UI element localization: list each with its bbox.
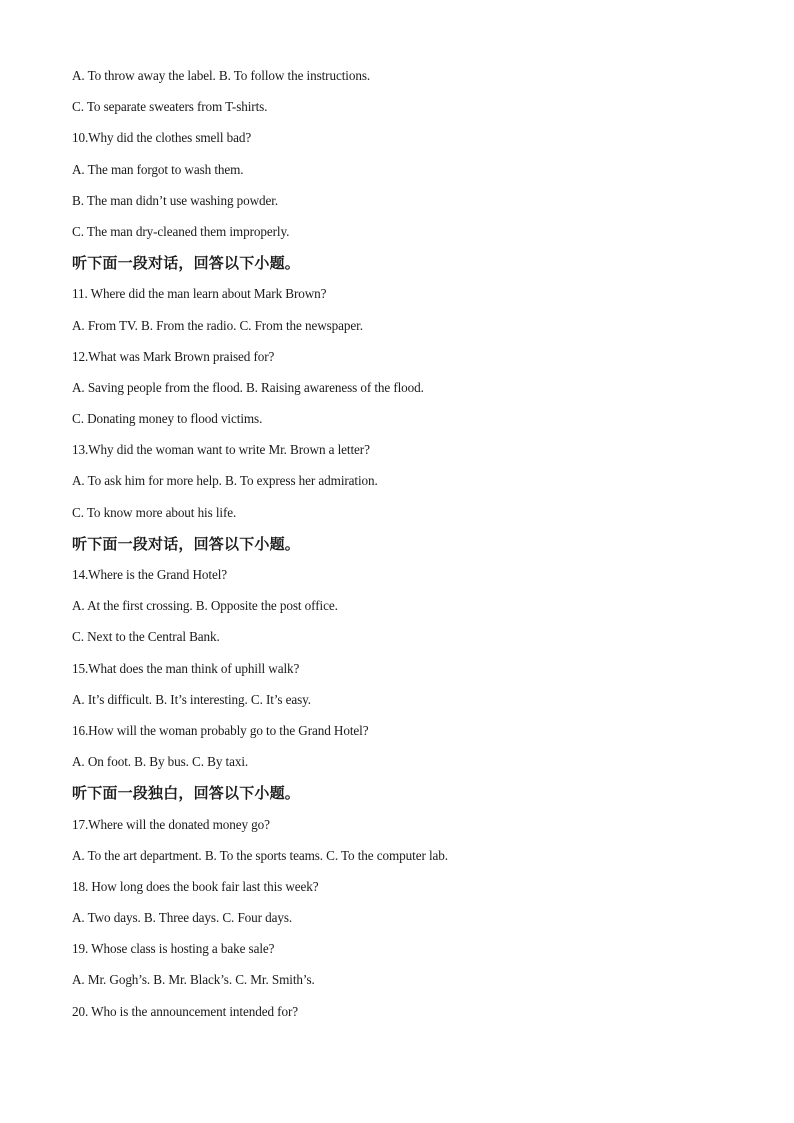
option-line: C. The man dry-cleaned them improperly. [72,223,290,239]
option-line: A. From TV. B. From the radio. C. From the newspaper. [72,317,363,333]
option-line: A. It’s difficult. B. It’s interesting. C. It’s easy. [72,691,312,707]
option-line: C. Next to the Central Bank. [72,629,220,645]
option-line: A. To throw away the label. B. To follow the instructions. [72,68,371,83]
question-line: 11. Where did the man learn about Mark Brown? [72,286,327,302]
option-line: A. The man forgot to wash them. [72,161,244,177]
option-line: C. To separate sweaters from T-shirts. [72,99,268,115]
question-line: 18. How long does the book fair last this week? [72,878,319,894]
option-line: A. To ask him for more help. B. To express her admiration. [72,473,378,489]
question-line: 17.Where will the donated money go? [72,816,270,832]
question-line: 20. Who is the announcement intended for? [72,1003,299,1019]
question-line: 16.How will the woman probably go to the Grand Hotel? [72,722,369,738]
question-line: 10.Why did the clothes smell bad? [72,130,252,146]
option-line: C. To know more about his life. [72,504,237,520]
exam-page [72,64,732,1031]
option-line: A. To the art department. B. To the sports teams. C. To the computer lab. [72,847,448,863]
question-line: 15.What does the man think of uphill walk? [72,660,300,676]
option-line: A. At the first crossing. B. Opposite the post office. [72,598,338,614]
question-line: 13.Why did the woman want to write Mr. Brown a letter? [72,442,370,458]
question-line: 19. Whose class is hosting a bake sale? [72,941,275,957]
section-heading: 听下面一段对话，回答以下小题。 [72,254,301,273]
section-heading: 听下面一段对话，回答以下小题。 [72,534,301,553]
option-line: C. Donating money to flood victims. [72,411,263,427]
option-line: A. Saving people from the flood. B. Raising awareness of the flood. [72,379,424,395]
question-line: 14.Where is the Grand Hotel? [72,567,228,582]
option-line: A. On foot. B. By bus. C. By taxi. [72,754,249,770]
option-line: A. Two days. B. Three days. C. Four days. [72,910,293,926]
option-line: B. The man didn’t use washing powder. [72,192,279,208]
section-heading: 听下面一段独白，回答以下小题。 [72,784,301,803]
option-line: A. Mr. Gogh’s. B. Mr. Black’s. C. Mr. Smith’s. [72,972,315,988]
question-line: 12.What was Mark Brown praised for? [72,348,275,364]
